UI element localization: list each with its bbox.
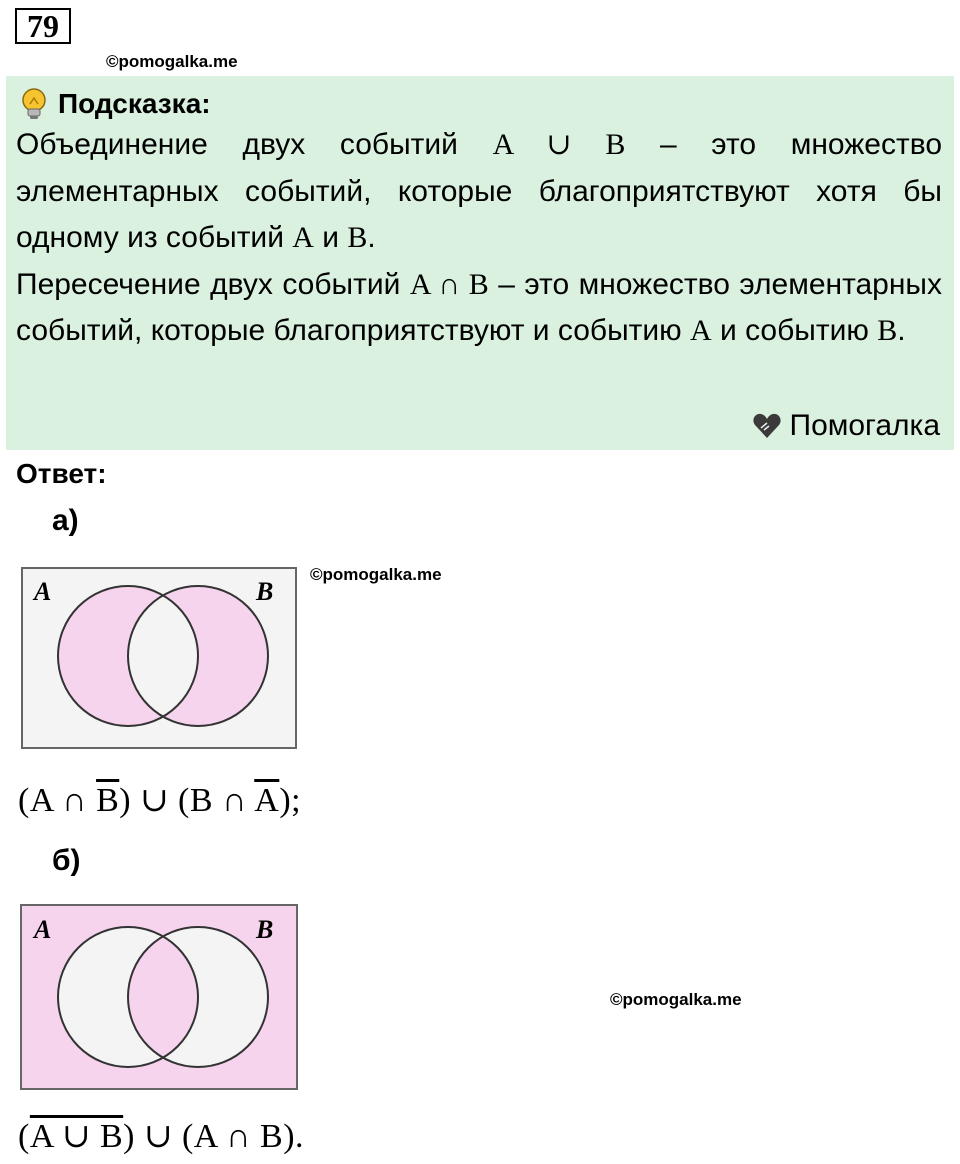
part-b-label: б) xyxy=(52,844,81,877)
hint-title-row xyxy=(16,86,942,122)
watermark-b: ©pomogalka.me xyxy=(610,990,742,1009)
venn-diagram-b xyxy=(18,902,300,1092)
venn-b-label-a: A xyxy=(34,915,52,944)
signature xyxy=(752,406,941,446)
watermark: ©pomogalka.me xyxy=(106,52,238,71)
lightbulb-icon xyxy=(16,86,52,122)
venn-diagram-a xyxy=(18,564,300,752)
task-number: 79 xyxy=(15,8,71,44)
venn-a-label-b: B xyxy=(256,577,274,606)
formula-a: (A ∩ $\overline{B}$) ∪ (B ∩ $\overline{A}$); xyxy=(18,782,302,819)
venn-b-label-b: B xyxy=(256,915,274,944)
heart-icon xyxy=(752,411,782,441)
hint-box xyxy=(6,76,954,450)
signature-text: Помогалка xyxy=(789,409,940,442)
formula-b: (A ∪ B) ∪ (A ∩ B). xyxy=(18,1118,305,1155)
hint-union-paragraph: Объединение двух событий A ∪ B – это множество элементарных событий, которые благоприятствуют хотя бы одному из событий A и B. xyxy=(16,128,943,254)
watermark-a: ©pomogalka.me xyxy=(310,565,442,584)
answer-label: Ответ: xyxy=(16,458,107,489)
part-a-label: а) xyxy=(52,504,79,537)
venn-a-label-a: A xyxy=(34,577,52,606)
hint-intersection-paragraph: Пересечение двух событий A ∩ B – это множество элементарных событий, которые благоприятствуют и событию A и событию B. xyxy=(16,267,942,347)
hint-title: Подсказка: xyxy=(58,88,211,119)
